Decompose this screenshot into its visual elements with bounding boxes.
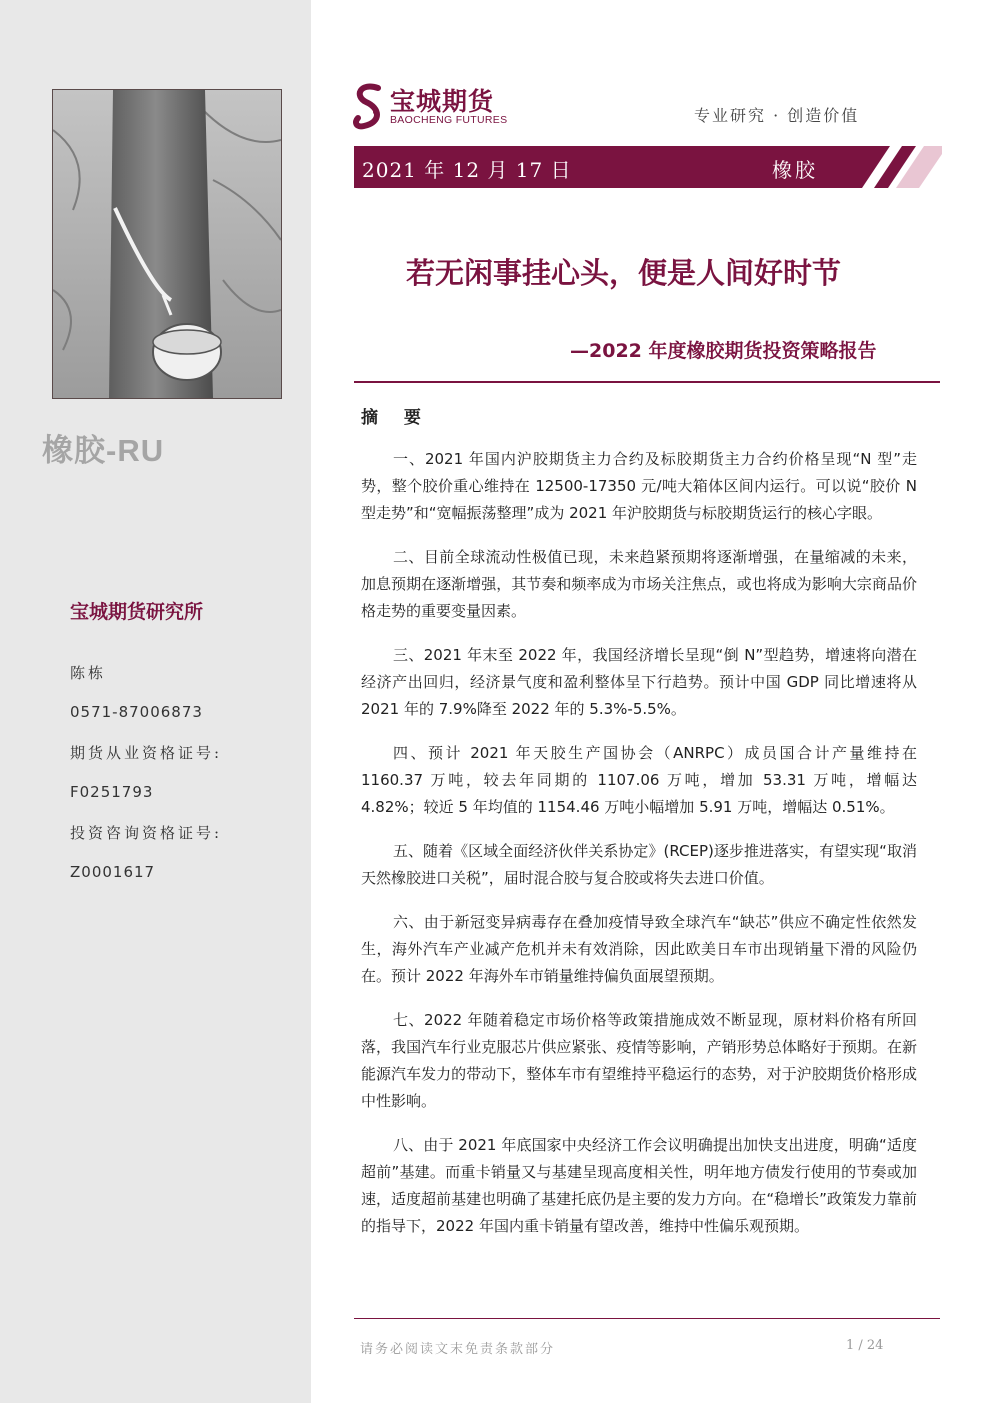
disclaimer-note: 请务必阅读文末免责条款部分 [360,1342,556,1357]
page-number: 1 / 24 [846,1338,884,1353]
report-category: 橡胶 [772,158,818,182]
abstract-heading: 摘 要 [361,408,431,428]
abstract-paragraph: 三、2021 年末至 2022 年，我国经济增长呈现“倒 N”型趋势，增速将向潜在经济产出回归，经济景气度和盈利整体呈下行趋势。预计中国 GDP 同比增速将从 2021 年的 7.9%降至 2022 年的 5.3%-5.5%。 [361,646,917,718]
logo-english: BAOCHENG FUTURES [390,114,508,126]
logo-chinese: 宝城期货 [390,87,495,116]
report-date: 2021 年 12 月 17 日 [362,158,572,182]
qualification-label: 期货从业资格证号: [70,744,223,762]
report-subtitle: —2022 年度橡胶期货投资策略报告 [570,340,877,362]
sidebar [0,0,311,1403]
report-title: 若无闲事挂心头，便是人间好时节 [406,256,842,290]
title-divider [354,381,940,383]
abstract-paragraph: 六、由于新冠变异病毒存在叠加疫情导致全球汽车“缺芯”供应不确定性依然发生，海外汽车产业减产危机并未有效消除，因此欧美日车市出现销量下滑的风险仍在。预计 2022 年海外车市销量维持偏负面展望预期。 [361,913,917,985]
abstract-paragraph: 五、随着《区域全面经济伙伴关系协定》(RCEP)逐步推进落实，有望实现“取消天然橡胶进口关税”，届时混合胶与复合胶或将失去进口价值。 [361,842,917,887]
analyst-name: 陈栋 [70,664,107,682]
commodity-code: 橡胶-RU [42,433,165,468]
cover-photo-rubber-tree [52,89,282,399]
abstract-paragraph: 二、目前全球流动性极值已现，未来趋紧预期将逐渐增强，在量缩减的未来，加息预期在逐渐增强，其节奏和频率成为市场关注焦点，或也将成为影响大宗商品价格走势的重要变量因素。 [361,548,917,620]
abstract-paragraph: 一、2021 年国内沪胶期货主力合约及标胶期货主力合约价格呈现“N 型”走势，整个胶价重心维持在 12500-17350 元/吨大箱体区间内运行。可以说“胶价 N 型走势”和“宽幅振荡整理”成为 2021 年沪胶期货与标胶期货运行的核心字眼。 [361,450,917,522]
rubber-tapping-illustration [53,90,281,398]
logo-mark-icon [352,82,388,130]
research-institute: 宝城期货研究所 [70,601,204,623]
company-logo [352,82,522,130]
advisory-number: Z0001617 [70,863,156,881]
slogan: 专业研究 · 创造价值 [694,106,860,125]
qualification-number: F0251793 [70,783,154,801]
abstract-paragraph: 七、2022 年随着稳定市场价格等政策措施成效不断显现，原材料价格有所回落，我国汽车行业克服芯片供应紧张、疫情等影响，产销形势总体略好于预期。在新能源汽车发力的带动下，整体车市有望维持平稳运行的态势，对于沪胶期货价格形成中性影响。 [361,1011,917,1110]
analyst-phone: 0571-87006873 [70,703,203,721]
abstract-body [361,446,917,1289]
footer-divider [354,1318,940,1319]
abstract-paragraph: 四、预计 2021 年天胶生产国协会（ANRPC）成员国合计产量维持在 1160.37 万吨，较去年同期的 1107.06 万吨，增加 53.31 万吨，增幅达 4.82%；较近 5 年均值的 1154.46 万吨小幅增加 5.91 万吨，增幅达 0.51%。 [361,744,917,816]
abstract-paragraph: 八、由于 2021 年底国家中央经济工作会议明确提出加快支出进度，明确“适度超前”基建。而重卡销量又与基建呈现高度相关性，明年地方债发行使用的节奏或加速，适度超前基建也明确了基建托底仍是主要的发力方向。在“稳增长”政策发力靠前的指导下，2022 年国内重卡销量有望改善，维持中性偏乐观预期。 [361,1136,917,1235]
advisory-label: 投资咨询资格证号: [70,824,223,842]
